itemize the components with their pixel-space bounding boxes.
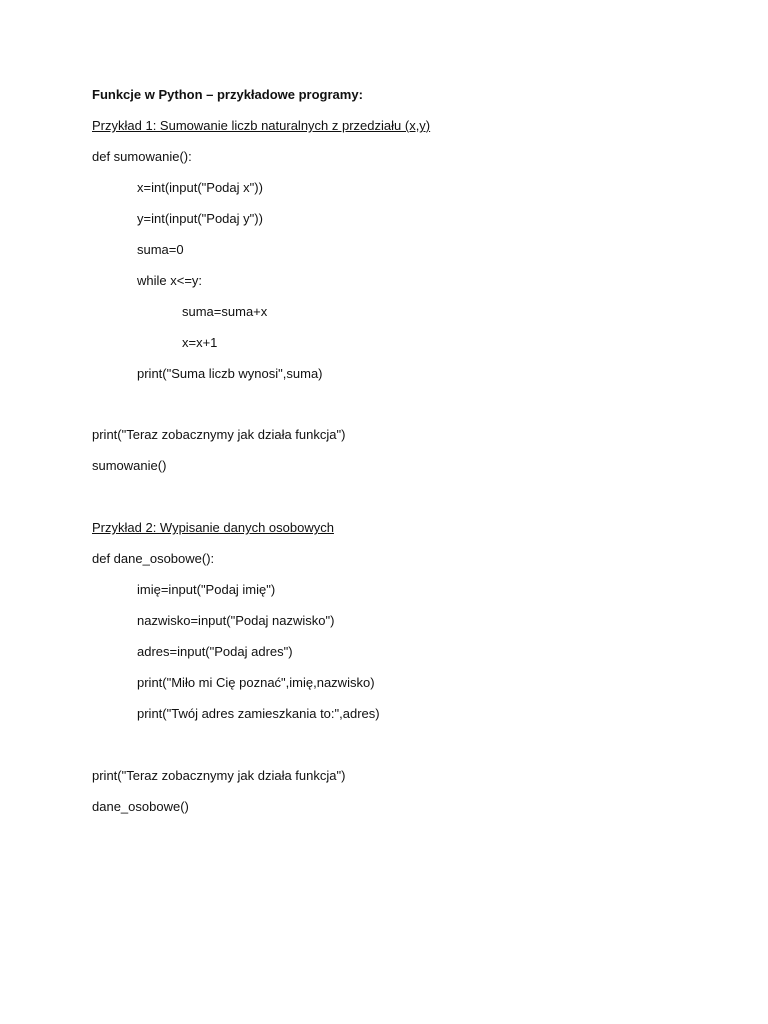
code-line: dane_osobowe()	[92, 799, 189, 814]
code-line: x=x+1	[182, 335, 218, 350]
document-title: Funkcje w Python – przykładowe programy:	[92, 87, 363, 102]
code-line: print("Teraz zobacznymy jak działa funkcja")	[92, 768, 346, 783]
code-line: suma=0	[137, 242, 184, 257]
code-line: while x<=y:	[137, 273, 203, 288]
code-line: print("Twój adres zamieszkania to:",adres)	[137, 706, 380, 721]
code-line: def dane_osobowe():	[92, 551, 215, 566]
example-1-heading: Przykład 1: Sumowanie liczb naturalnych z przedziału (x,y)	[92, 118, 431, 133]
code-line: imię=input("Podaj imię")	[137, 582, 276, 597]
code-line: nazwisko=input("Podaj nazwisko")	[137, 613, 335, 628]
code-line: y=int(input("Podaj y"))	[137, 211, 263, 226]
code-line: sumowanie()	[92, 458, 167, 473]
code-line: def sumowanie():	[92, 149, 192, 164]
code-line: adres=input("Podaj adres")	[137, 644, 293, 659]
code-line: x=int(input("Podaj x"))	[137, 180, 263, 195]
example-2-heading: Przykład 2: Wypisanie danych osobowych	[92, 520, 334, 535]
code-line: print("Teraz zobacznymy jak działa funkcja")	[92, 427, 346, 442]
code-line: print("Suma liczb wynosi",suma)	[137, 366, 323, 381]
code-line: suma=suma+x	[182, 304, 268, 319]
code-line: print("Miło mi Cię poznać",imię,nazwisko)	[137, 675, 375, 690]
